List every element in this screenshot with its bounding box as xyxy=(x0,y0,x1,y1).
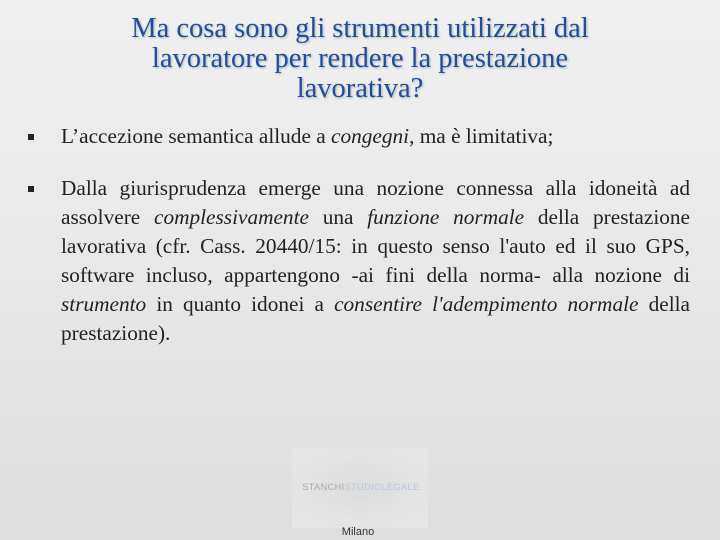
bullet-list xyxy=(28,122,690,348)
bullet-2-italic-3: strumento xyxy=(61,292,147,316)
bullet-2-text-1: Dalla giurisprudenza emerge una nozione connessa alla idoneità ad assolvere xyxy=(61,176,690,229)
square-bullet-icon xyxy=(28,186,34,192)
bullet-2-text-2: una xyxy=(308,205,368,229)
firm-logo xyxy=(292,448,428,528)
bullet-2-text-3: della prestazione lavorativa (cfr. Cass. 20440/15: in questo senso l'auto ed il suo GPS, software incluso, appartengono -ai fini della norma- alla nozione di xyxy=(61,205,690,287)
logo-wordmark xyxy=(300,482,422,492)
logo-city: Milano xyxy=(341,526,375,538)
square-bullet-icon xyxy=(28,134,34,140)
title-line-2: lavoratore per rendere la prestazione xyxy=(151,43,569,74)
bullet-2-italic-4: consentire l'adempimento normale xyxy=(334,292,639,316)
title-line-3: lavorativa? xyxy=(296,73,424,104)
slide-title xyxy=(20,14,700,104)
logo-part-2: STUDIOLEGALE xyxy=(344,482,420,492)
bullet-item-1 xyxy=(28,122,690,151)
bullet-2-italic-2: funzione normale xyxy=(367,205,525,229)
logo-part-1: STANCHI xyxy=(302,482,345,492)
bullet-1-text-end: , ma è limitativa; xyxy=(409,124,554,148)
title-line-1: Ma cosa sono gli strumenti utilizzati dal xyxy=(131,13,589,44)
bullet-1-italic: congegni xyxy=(331,124,410,148)
bullet-2-italic-1: complessivamente xyxy=(154,205,309,229)
bullet-2-text-5: della prestazione). xyxy=(61,292,690,345)
bullet-1-text: L’accezione semantica allude a xyxy=(61,124,332,148)
bullet-2-text-4: in quanto idonei a xyxy=(146,292,335,316)
bullet-item-2 xyxy=(28,174,690,348)
